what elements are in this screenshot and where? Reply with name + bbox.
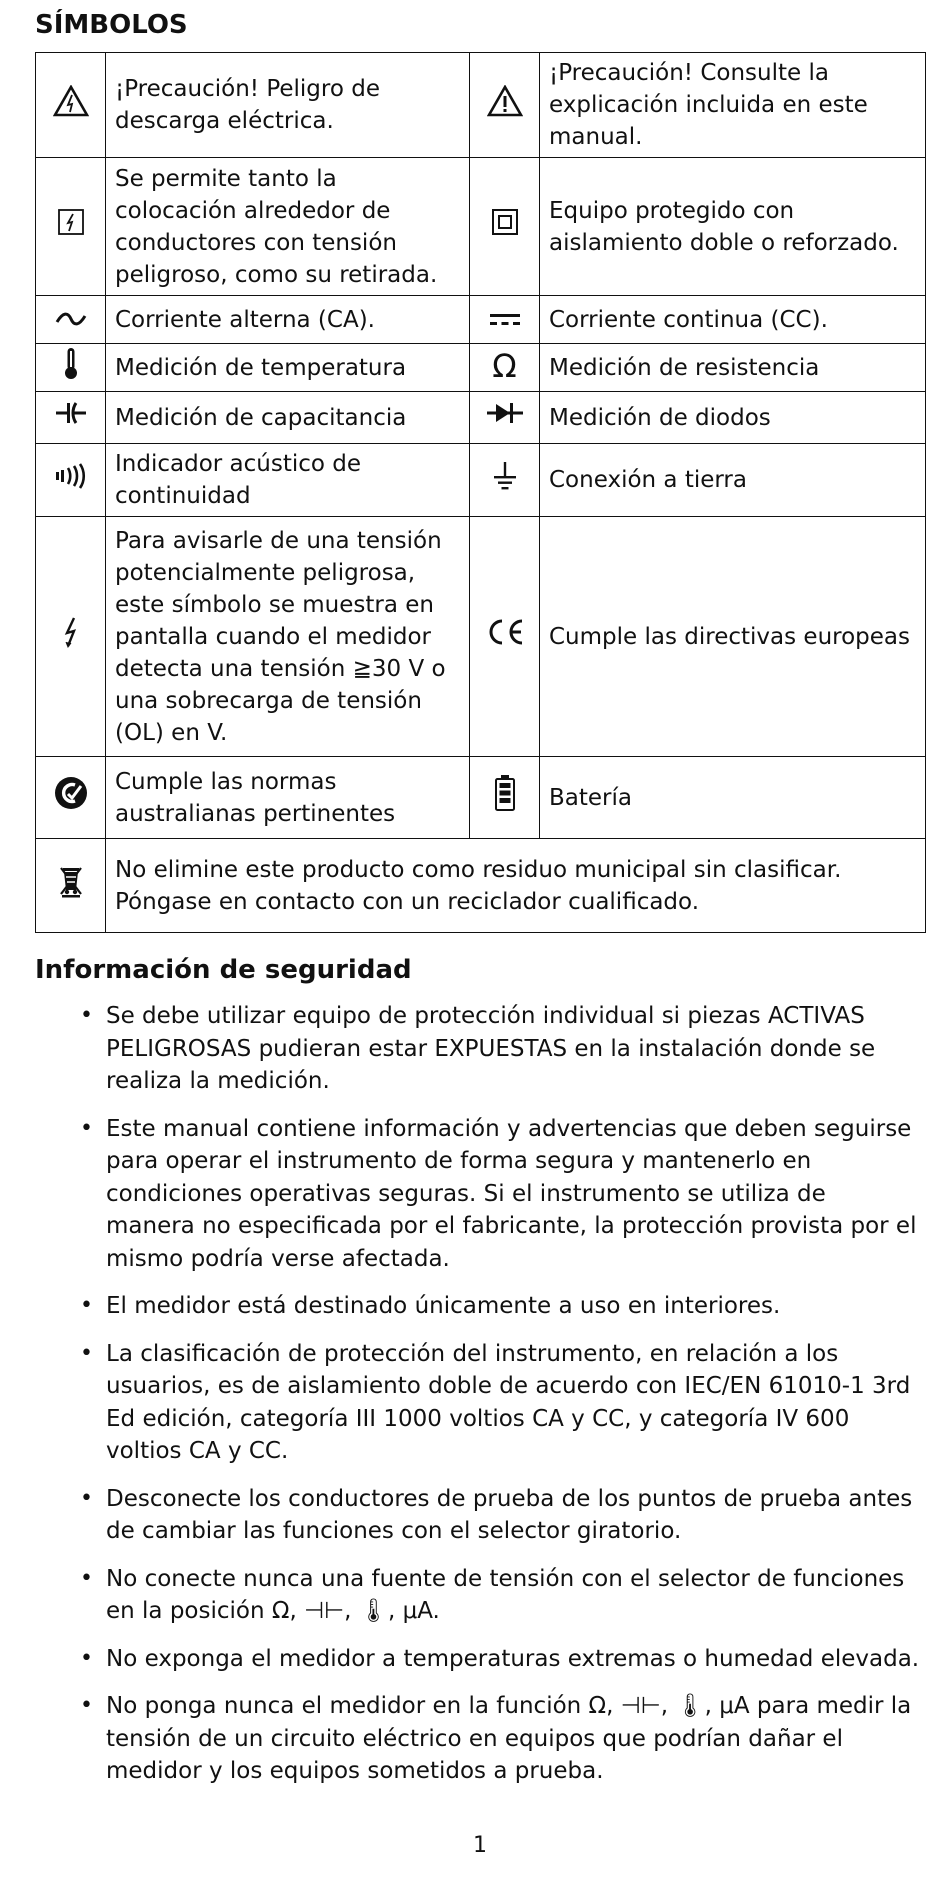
symbol-description: Corriente alterna (CA).: [106, 296, 470, 344]
battery-icon: [494, 774, 516, 812]
list-item: • No exponga el medidor a temperaturas extremas o humedad elevada.: [70, 1643, 920, 1676]
hazardous-conductor-icon: [57, 208, 85, 236]
symbol-description: ¡Precaución! Peligro de descarga eléctrica.: [106, 53, 470, 158]
list-item: • Se debe utilizar equipo de protección individual si piezas ACTIVAS PELIGROSAS pudieran estar EXPUESTAS en la instalación donde se realiza la medición.: [70, 1000, 920, 1098]
symbol-description: Batería: [540, 757, 926, 839]
symbol-row: [36, 344, 926, 392]
symbol-row: [36, 517, 926, 757]
ohm-icon: Ω: [492, 346, 517, 385]
safety-list: [70, 1000, 920, 1803]
symbol-row: [36, 757, 926, 839]
c-tick-icon: [53, 775, 89, 811]
symbol-row: [36, 296, 926, 344]
symbol-description: Indicador acústico de continuidad: [106, 444, 470, 517]
symbol-description: Cumple las normas australianas pertinentes: [106, 757, 470, 839]
hazardous-voltage-icon: [61, 615, 81, 649]
symbol-description: ¡Precaución! Consulte la explicación incluida en este manual.: [540, 53, 926, 158]
list-item: • Este manual contiene información y advertencias que deben seguirse para operar el instrumento de forma segura y mantenerlo en condiciones operativas seguras. Si el instrumento se utiliza de manera no especificada por el fabricante, la protección provista por el mismo podría verse afectada.: [70, 1113, 920, 1276]
symbol-description: Medición de capacitancia: [106, 392, 470, 444]
double-insulation-icon: [491, 208, 519, 236]
weee-bin-icon: [58, 864, 84, 898]
symbol-description: Para avisarle de una tensión potencialmente peligrosa, este símbolo se muestra en pantalla cuando el medidor detecta una tensión ≧30 V o una sobrecarga de tensión (OL) en V.: [106, 517, 470, 757]
symbol-description: Cumple las directivas europeas: [540, 517, 926, 757]
symbol-description: Medición de resistencia: [540, 344, 926, 392]
dc-icon: [488, 311, 522, 327]
symbol-row: [36, 444, 926, 517]
capacitor-icon: [54, 401, 88, 425]
caution-warning-icon: [487, 85, 523, 117]
page-number: 1: [473, 1833, 487, 1858]
list-item: • La clasificación de protección del instrumento, en relación a los usuarios, es de aislamiento doble de acuerdo con IEC/EN 61010-1 3rd Ed edición, categoría III 1000 voltios CA y CC, y categoría IV 600 voltios CA y CC.: [70, 1338, 920, 1468]
symbols-heading: SÍMBOLOS: [35, 10, 188, 40]
list-item: • El medidor está destinado únicamente a uso en interiores.: [70, 1290, 920, 1323]
symbol-description: Equipo protegido con aislamiento doble o reforzado.: [540, 158, 926, 296]
diode-icon: [485, 401, 525, 425]
list-item: • No ponga nunca el medidor en la función Ω, ⊣⊢, 🌡, μA para medir la tensión de un circuito eléctrico en equipos que podrían dañar el medidor y los equipos sometidos a prueba.: [70, 1690, 920, 1788]
ce-mark-icon: [483, 617, 527, 647]
weee-text-line2: Póngase en contacto con un reciclador cualificado.: [115, 888, 700, 915]
list-item: • No conecte nunca una fuente de tensión con el selector de funciones en la posición Ω, ⊣⊢, 🌡, μA.: [70, 1563, 920, 1628]
symbol-description: Medición de temperatura: [106, 344, 470, 392]
weee-text-line1: No elimine este producto como residuo municipal sin clasificar.: [115, 856, 842, 883]
symbol-description: Conexión a tierra: [540, 444, 926, 517]
safety-heading: Información de seguridad: [35, 955, 412, 985]
list-item: • Desconecte los conductores de prueba de los puntos de prueba antes de cambiar las funciones con el selector giratorio.: [70, 1483, 920, 1548]
symbol-row: [36, 158, 926, 296]
thermometer-icon: [63, 346, 79, 380]
ac-icon: [54, 311, 88, 327]
ground-icon: [491, 461, 519, 491]
symbol-row: [36, 53, 926, 158]
symbol-description: Medición de diodos: [540, 392, 926, 444]
symbol-row: [36, 392, 926, 444]
symbol-description: Se permite tanto la colocación alrededor de conductores con tensión peligroso, como su retirada.: [106, 158, 470, 296]
symbols-table: [35, 52, 926, 933]
symbol-description: Corriente continua (CC).: [540, 296, 926, 344]
weee-row: [36, 839, 926, 933]
continuity-beeper-icon: [54, 462, 88, 490]
shock-warning-icon: [53, 85, 89, 117]
